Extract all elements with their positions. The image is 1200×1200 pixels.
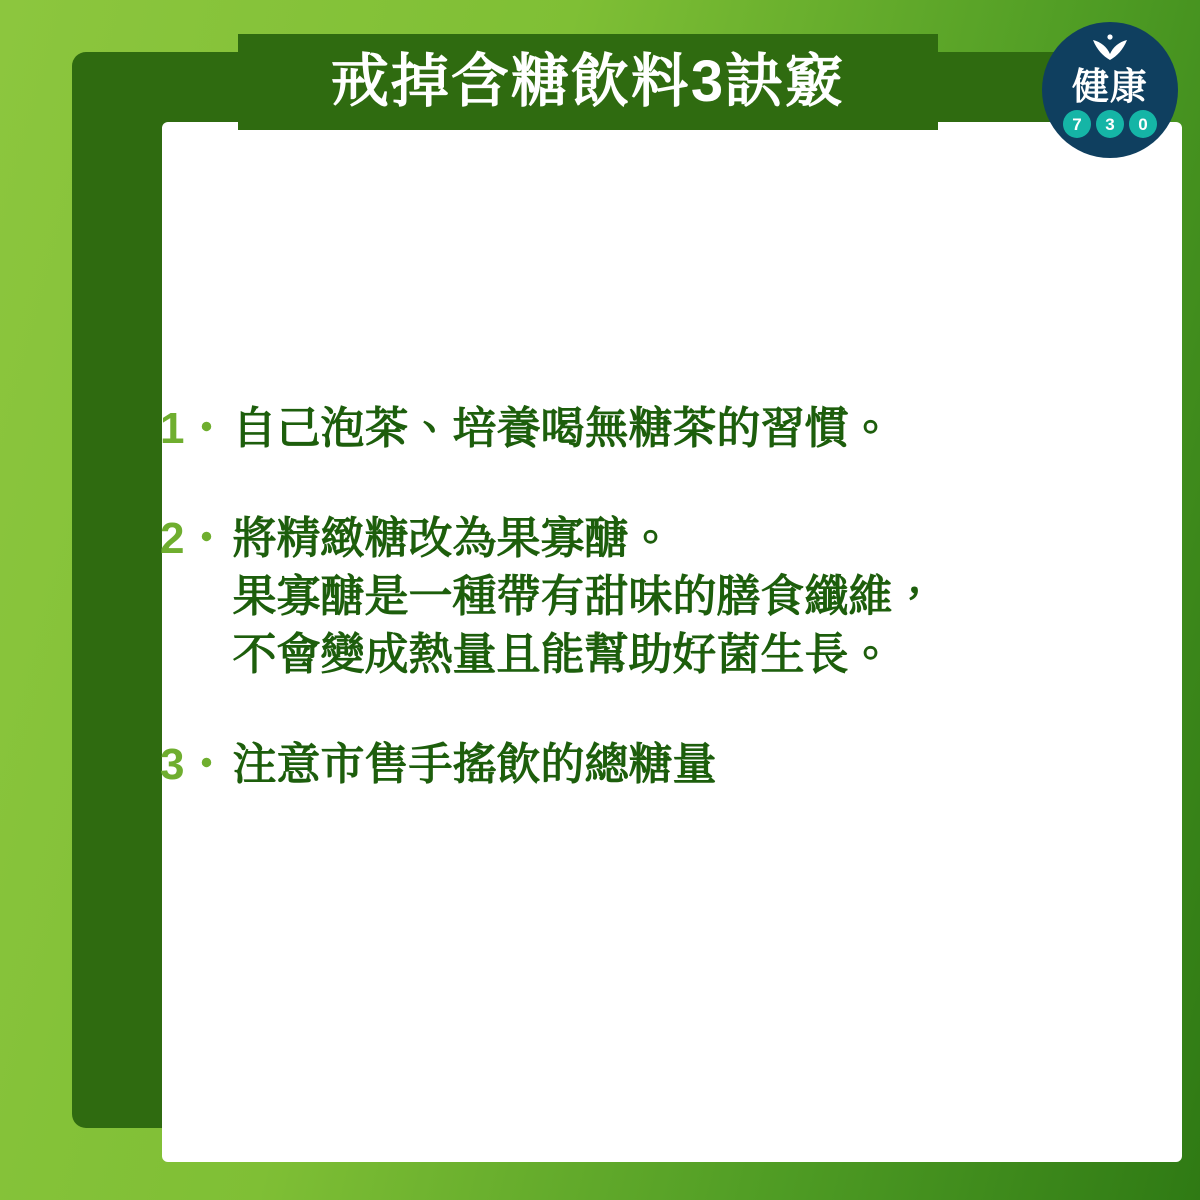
list-item bbox=[160, 510, 1040, 684]
brand-wordmark: 健康 bbox=[1072, 66, 1148, 107]
page-title: 戒掉含糖飲料3訣竅 bbox=[330, 49, 846, 114]
list-item-line: 將精緻糖改為果寡醣。 bbox=[232, 514, 673, 564]
list-item-text bbox=[232, 736, 716, 794]
list-item-line: 不會變成熱量且能幫助好菌生長。 bbox=[232, 630, 893, 680]
brand-badge bbox=[1042, 22, 1178, 158]
list-item-text bbox=[232, 400, 892, 458]
tips-list bbox=[160, 400, 1040, 846]
list-item bbox=[160, 400, 1040, 458]
brand-number-3: 0 bbox=[1129, 110, 1157, 138]
list-item-line: 自己泡茶、培養喝無糖茶的習慣。 bbox=[232, 404, 893, 453]
list-item-line: 果寡醣是一種帶有甜味的膳食纖維， bbox=[232, 572, 937, 622]
list-item bbox=[160, 736, 1040, 794]
brand-number-1: 7 bbox=[1063, 110, 1091, 138]
list-item-number: 3・ bbox=[160, 740, 229, 790]
list-item-number: 2・ bbox=[160, 514, 229, 564]
leaf-icon bbox=[1087, 34, 1133, 62]
list-item-line: 注意市售手搖飲的總糖量 bbox=[232, 740, 717, 790]
list-item-number: 1・ bbox=[160, 404, 229, 453]
brand-number-2: 3 bbox=[1096, 110, 1124, 138]
brand-numbers bbox=[1063, 110, 1157, 138]
title-banner bbox=[238, 34, 938, 130]
list-item-text bbox=[232, 510, 936, 684]
